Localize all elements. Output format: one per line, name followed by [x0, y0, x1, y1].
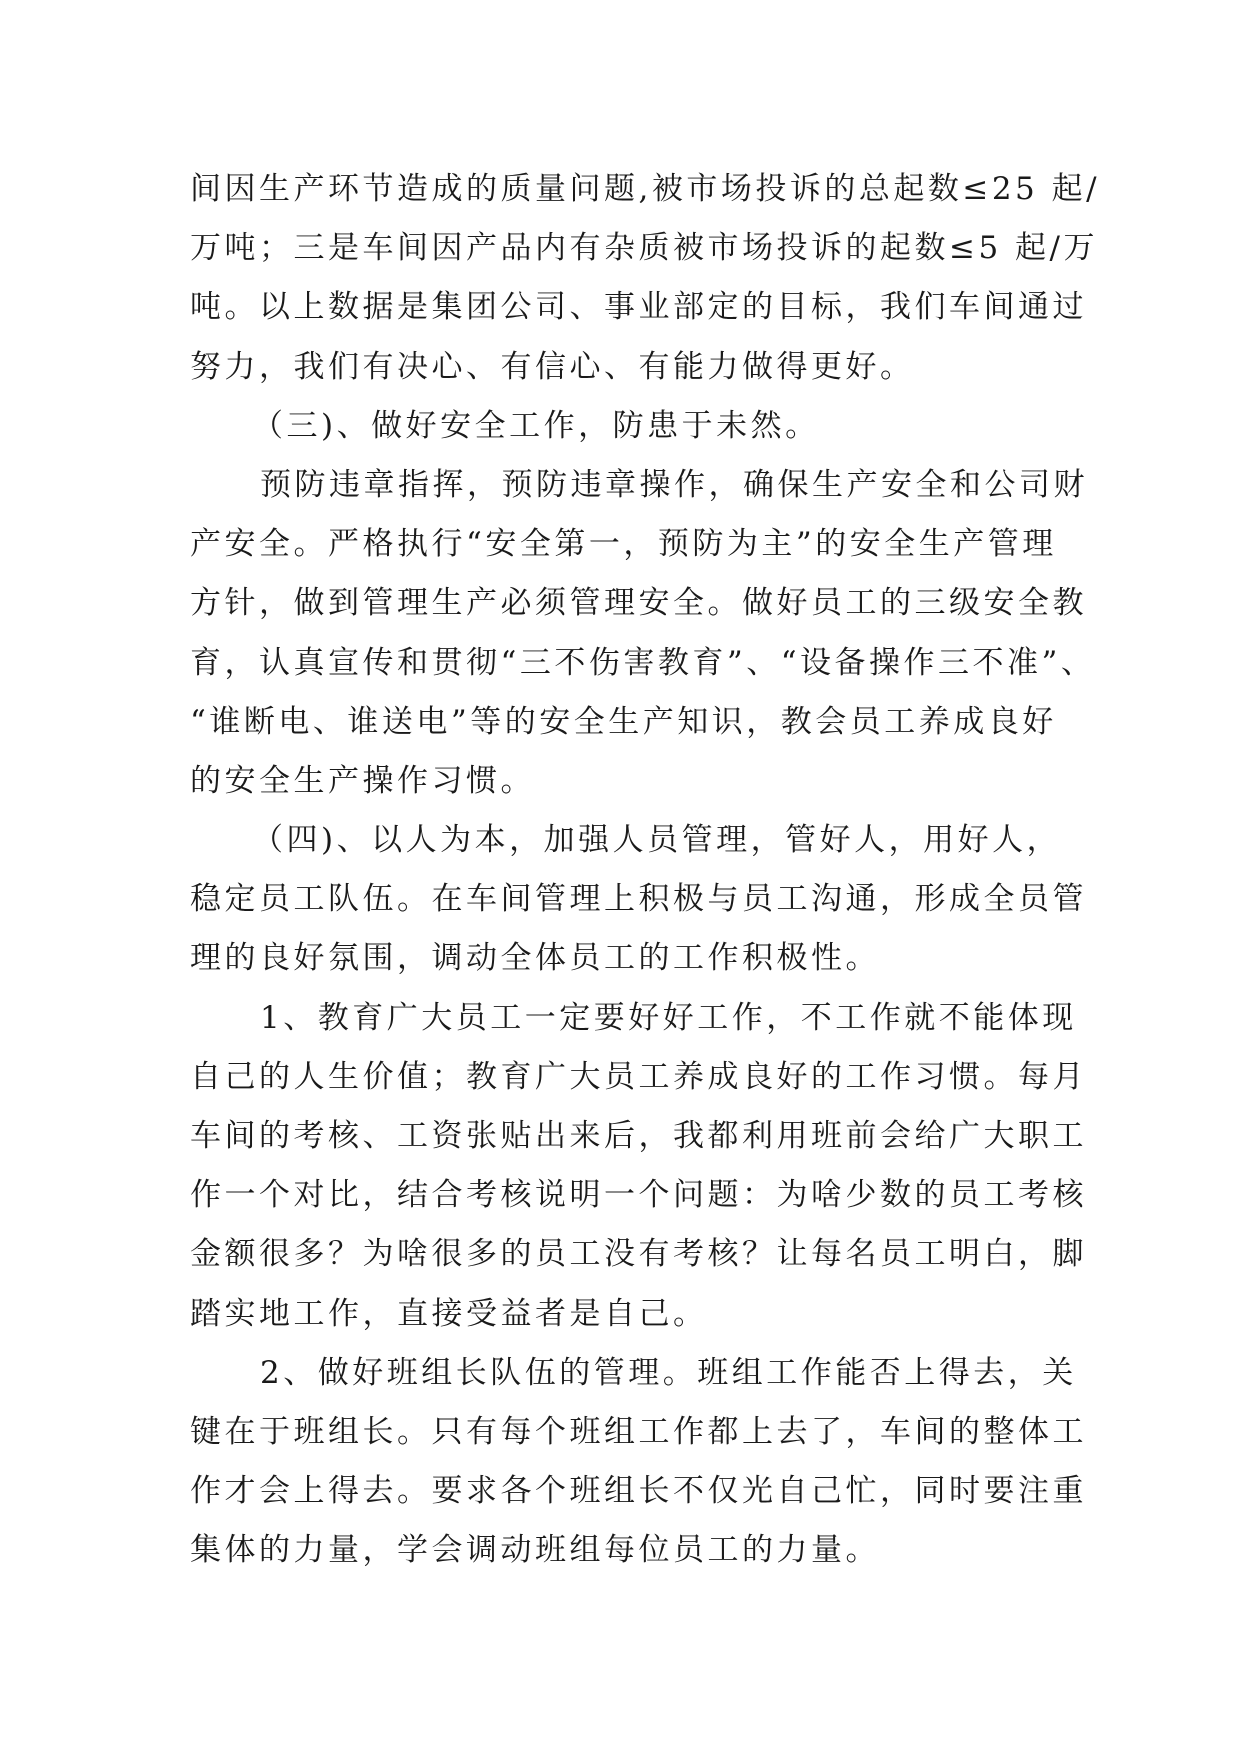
text-line: 万吨；三是车间因产品内有杂质被市场投诉的起数≤5 起/万 — [190, 230, 1098, 267]
text-line: 方针，做到管理生产必须管理安全。做好员工的三级安全教 — [190, 585, 1087, 622]
text-line: 育，认真宣传和贯彻“三不伤害教育”、“设备操作三不准”、 — [190, 644, 1096, 681]
text-line: 稳定员工队伍。在车间管理上积极与员工沟通，形成全员管 — [190, 881, 1087, 918]
text-line: 车间的考核、工资张贴出来后，我都利用班前会给广大职工 — [190, 1118, 1087, 1154]
text-line: 努力，我们有决心、有信心、有能力做得更好。 — [190, 348, 915, 385]
text-line: 理的良好氛围，调动全体员工的工作积极性。 — [190, 940, 880, 977]
text-line: 作才会上得去。要求各个班组长不仅光自己忙，同时要注重 — [190, 1473, 1087, 1510]
section-heading-4: （四)、以人为本，加强人员管理，管好人，用好人， — [252, 822, 1062, 859]
text-line: 作一个对比，结合考核说明一个问题：为啥少数的员工考核 — [190, 1177, 1087, 1214]
text-line: 间因生产环节造成的质量问题,被市场投诉的总起数≤25 起/ — [190, 171, 1101, 207]
text-line: 产安全。严格执行“安全第一，预防为主”的安全生产管理 — [190, 526, 1057, 563]
text-line: 的安全生产操作习惯。 — [190, 762, 535, 799]
document-body — [190, 160, 1101, 1581]
text-line: 自己的人生价值；教育广大员工养成良好的工作习惯。每月 — [190, 1058, 1087, 1095]
text-line: “谁断电、谁送电”等的安全生产知识，教会员工养成良好 — [190, 703, 1057, 740]
section-heading-3: （三)、做好安全工作，防患于未然。 — [252, 407, 820, 444]
text-line: 踏实地工作，直接受益者是自己。 — [190, 1295, 708, 1332]
text-line: 金额很多？为啥很多的员工没有考核？让每名员工明白，脚 — [190, 1236, 1087, 1273]
text-line: 集体的力量，学会调动班组每位员工的力量。 — [190, 1532, 880, 1569]
text-line: 吨。以上数据是集团公司、事业部定的目标，我们车间通过 — [190, 289, 1087, 326]
numbered-item-2: 2、做好班组长队伍的管理。班组工作能否上得去，关 — [260, 1354, 1077, 1391]
numbered-item-1: 1、教育广大员工一定要好好工作，不工作就不能体现 — [260, 999, 1077, 1036]
paragraph-start: 预防违章指挥，预防违章操作，确保生产安全和公司财 — [260, 466, 1088, 503]
text-line: 键在于班组长。只有每个班组工作都上去了，车间的整体工 — [190, 1413, 1087, 1450]
